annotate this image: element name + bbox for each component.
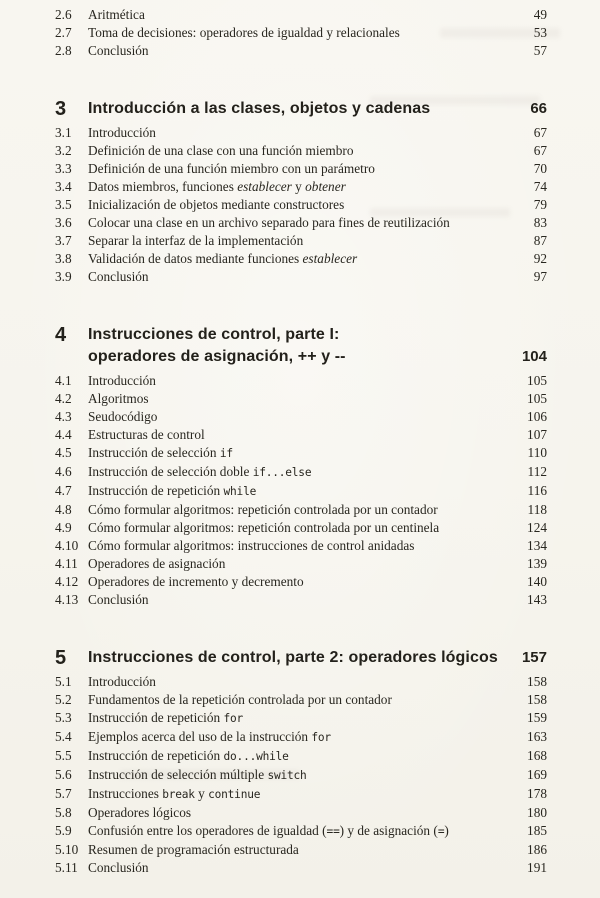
entry-page-number: 70 <box>533 161 547 176</box>
title-text: Definición de una función miembro con un parámetro <box>88 161 375 176</box>
entry-title <box>88 766 517 785</box>
toc-entry-row <box>55 804 547 822</box>
code-term: if...else <box>252 466 312 479</box>
entry-page-number: 112 <box>527 464 547 479</box>
title-text: Resumen de programación estructurada <box>88 842 299 857</box>
title-text: Seudocódigo <box>88 409 158 424</box>
title-text: Fundamentos de la repetición controlada por un contador <box>88 692 392 707</box>
title-text: Instrucciones <box>88 786 163 801</box>
entry-number: 4.8 <box>55 502 72 517</box>
toc-entry-row <box>55 859 547 877</box>
entry-page-number: 158 <box>527 674 547 689</box>
entry-page-number: 169 <box>527 767 547 782</box>
title-text: Confusión entre los operadores de igualdad ( <box>88 823 327 838</box>
toc-entry-row <box>55 142 547 160</box>
toc-entry-row <box>55 691 547 709</box>
entry-title <box>88 250 517 268</box>
title-text: y <box>194 786 209 801</box>
entry-number: 3.4 <box>55 179 72 194</box>
code-term: if <box>219 447 233 460</box>
toc-entry-row <box>55 6 547 24</box>
entry-page-number: 74 <box>533 179 547 194</box>
toc-entry-row <box>55 160 547 178</box>
toc-entry-row <box>55 501 547 519</box>
entry-title <box>88 841 517 859</box>
entry-page-number: 163 <box>527 729 547 744</box>
toc-entry-row <box>55 482 547 501</box>
title-text: Introducción a las clases, objetos y cadenas <box>88 100 431 117</box>
title-text: Conclusión <box>88 269 149 284</box>
chapter-heading <box>55 324 547 368</box>
code-term: = <box>437 825 445 838</box>
entry-number: 2.6 <box>55 7 72 22</box>
entry-number: 3.3 <box>55 161 72 176</box>
title-text: Instrucción de selección <box>88 445 220 460</box>
title-text: operadores de asignación, ++ y -- <box>88 348 346 365</box>
entry-number: 5.1 <box>55 674 72 689</box>
toc-entry-row <box>55 268 547 286</box>
entry-page-number: 140 <box>527 574 547 589</box>
toc-entry-row <box>55 591 547 609</box>
title-text: Aritmética <box>88 7 145 22</box>
toc-entry-row <box>55 673 547 691</box>
entry-number: 5.10 <box>55 842 79 857</box>
title-text: y <box>291 179 306 194</box>
code-term: while <box>223 485 257 498</box>
entry-page-number: 79 <box>533 197 547 212</box>
toc-entry-row <box>55 408 547 426</box>
title-text: Separar la interfaz de la implementación <box>88 233 304 248</box>
entry-page-number: 97 <box>533 269 547 284</box>
entry-page-number: 180 <box>527 805 547 820</box>
entry-title <box>88 747 517 766</box>
entry-title <box>88 214 517 232</box>
toc-entry-row <box>55 178 547 196</box>
toc-entry-row <box>55 785 547 804</box>
entry-number: 2.8 <box>55 43 72 58</box>
entry-number: 4.13 <box>55 592 79 607</box>
toc-entry-row <box>55 444 547 463</box>
entry-title <box>88 673 517 691</box>
entry-number: 5.2 <box>55 692 72 707</box>
entry-number: 5.9 <box>55 823 72 838</box>
entry-page-number: 110 <box>527 445 547 460</box>
chapter-title-line <box>88 647 512 669</box>
entry-number: 2.7 <box>55 25 72 40</box>
chapter-page-number: 104 <box>521 348 547 365</box>
entry-number: 3.6 <box>55 215 72 230</box>
chapter-page-number: 66 <box>530 100 547 117</box>
entry-number: 5.3 <box>55 710 72 725</box>
entry-title <box>88 408 517 426</box>
title-text: Instrucción de selección múltiple <box>88 767 268 782</box>
entry-page-number: 105 <box>527 373 547 388</box>
title-text: Instrucciones de control, parte 2: operadores lógicos <box>88 649 498 666</box>
entry-number: 5.5 <box>55 748 72 763</box>
title-text: Instrucción de selección doble <box>88 464 253 479</box>
entry-number: 4.5 <box>55 445 72 460</box>
toc-entry-row <box>55 214 547 232</box>
title-text: Operadores de asignación <box>88 556 226 571</box>
entry-title <box>88 390 517 408</box>
title-text: Cómo formular algoritmos: repetición controlada por un centinela <box>88 520 440 535</box>
entry-title <box>88 124 517 142</box>
entry-page-number: 67 <box>533 143 547 158</box>
entry-title <box>88 426 517 444</box>
chapter-number: 5 <box>55 647 67 669</box>
toc-entry-row <box>55 841 547 859</box>
entry-number: 3.8 <box>55 251 72 266</box>
toc-entry-row <box>55 709 547 728</box>
title-text: Conclusión <box>88 43 149 58</box>
entry-title <box>88 537 517 555</box>
entry-title <box>88 691 517 709</box>
entry-title <box>88 463 517 482</box>
entry-number: 5.8 <box>55 805 72 820</box>
toc-entry-row <box>55 555 547 573</box>
chapter-title-line <box>88 98 520 120</box>
title-text: Ejemplos acerca del uso de la instrucción <box>88 729 312 744</box>
entry-page-number: 143 <box>527 592 547 607</box>
entry-page-number: 124 <box>527 520 547 535</box>
entry-title <box>88 232 517 250</box>
entry-title <box>88 268 517 286</box>
entry-page-number: 53 <box>533 25 547 40</box>
toc-entry-row <box>55 250 547 268</box>
entry-number: 4.11 <box>55 556 78 571</box>
title-text: Instrucción de repetición <box>88 483 224 498</box>
entry-number: 3.1 <box>55 125 72 140</box>
title-text: Colocar una clase en un archivo separado para fines de reutilización <box>88 215 450 230</box>
italic-term: obtener <box>305 179 346 194</box>
entry-page-number: 118 <box>527 502 547 517</box>
entry-page-number: 178 <box>527 786 547 801</box>
entry-number: 3.2 <box>55 143 72 158</box>
toc-entry-row <box>55 24 547 42</box>
toc-entry-row <box>55 426 547 444</box>
entry-title <box>88 728 517 747</box>
entry-number: 4.1 <box>55 373 72 388</box>
entry-page-number: 107 <box>527 427 547 442</box>
title-text: Algoritmos <box>88 391 149 406</box>
chapter-title <box>88 98 530 120</box>
italic-term: establecer <box>302 251 358 266</box>
code-term: continue <box>208 788 261 801</box>
toc-entry-row <box>55 372 547 390</box>
entry-number: 3.9 <box>55 269 72 284</box>
entry-page-number: 134 <box>527 538 547 553</box>
toc-entry-row <box>55 728 547 747</box>
entry-number: 4.7 <box>55 483 72 498</box>
toc-entry-row <box>55 747 547 766</box>
entry-title <box>88 24 517 42</box>
entry-page-number: 92 <box>533 251 547 266</box>
title-text: Validación de datos mediante funciones <box>88 251 303 266</box>
title-text: Estructuras de control <box>88 427 205 442</box>
entry-title <box>88 482 517 501</box>
entry-page-number: 87 <box>533 233 547 248</box>
toc-entry-row <box>55 463 547 482</box>
entry-page-number: 168 <box>527 748 547 763</box>
title-text: Conclusión <box>88 592 149 607</box>
entry-number: 5.4 <box>55 729 72 744</box>
chapter-heading <box>55 98 547 120</box>
title-text: Instrucciones de control, parte I: <box>88 326 340 343</box>
entry-page-number: 116 <box>527 483 547 498</box>
entry-title <box>88 591 517 609</box>
code-term: == <box>326 825 340 838</box>
chapter-title-line <box>88 346 512 368</box>
entry-page-number: 67 <box>533 125 547 140</box>
entry-title <box>88 859 517 877</box>
entry-title <box>88 42 517 60</box>
entry-title <box>88 160 517 178</box>
entry-page-number: 191 <box>527 860 547 875</box>
title-text: Datos miembros, funciones <box>88 179 238 194</box>
toc-entry-row <box>55 232 547 250</box>
entry-page-number: 57 <box>533 43 547 58</box>
entry-number: 4.3 <box>55 409 72 424</box>
entry-title <box>88 555 517 573</box>
entry-title <box>88 501 517 519</box>
toc-entry-row <box>55 766 547 785</box>
entry-number: 5.6 <box>55 767 72 782</box>
code-term: break <box>162 788 195 801</box>
entry-title <box>88 709 517 728</box>
title-text: Instrucción de repetición <box>88 710 224 725</box>
entry-number: 4.12 <box>55 574 79 589</box>
table-of-contents <box>55 6 547 877</box>
entry-page-number: 139 <box>527 556 547 571</box>
entry-number: 4.4 <box>55 427 72 442</box>
entry-number: 3.5 <box>55 197 72 212</box>
entry-title <box>88 6 517 24</box>
chapter-heading <box>55 647 547 669</box>
title-text: Operadores de incremento y decremento <box>88 574 304 589</box>
entry-title <box>88 196 517 214</box>
entry-page-number: 158 <box>527 692 547 707</box>
title-text: Introducción <box>88 674 156 689</box>
toc-entry-row <box>55 537 547 555</box>
chapter-title <box>88 647 522 669</box>
entry-number: 5.7 <box>55 786 72 801</box>
title-text: Instrucción de repetición <box>88 748 224 763</box>
toc-entry-row <box>55 822 547 841</box>
chapter-number: 3 <box>55 98 67 120</box>
entry-number: 4.6 <box>55 464 72 479</box>
entry-number: 5.11 <box>55 860 78 875</box>
toc-entry-row <box>55 390 547 408</box>
entry-title <box>88 444 517 463</box>
entry-number: 4.10 <box>55 538 79 553</box>
entry-title <box>88 804 517 822</box>
chapter-title <box>88 324 522 368</box>
title-text: Toma de decisiones: operadores de igualdad y relacionales <box>88 25 400 40</box>
code-term: for <box>223 712 244 725</box>
toc-entry-row <box>55 519 547 537</box>
italic-term: establecer <box>237 179 292 194</box>
entry-page-number: 105 <box>527 391 547 406</box>
entry-page-number: 159 <box>527 710 547 725</box>
entry-number: 3.7 <box>55 233 72 248</box>
title-text: Introducción <box>88 373 156 388</box>
chapter-title-line <box>88 324 512 346</box>
title-text: ) <box>444 823 449 838</box>
entry-title <box>88 785 517 804</box>
entry-page-number: 106 <box>527 409 547 424</box>
entry-page-number: 49 <box>533 7 547 22</box>
code-term: switch <box>267 769 307 782</box>
title-text: ) y de asignación ( <box>339 823 438 838</box>
entry-number: 4.9 <box>55 520 72 535</box>
toc-entry-row <box>55 42 547 60</box>
title-text: Definición de una clase con una función miembro <box>88 143 354 158</box>
code-term: for <box>311 731 331 744</box>
title-text: Introducción <box>88 125 156 140</box>
chapter-page-number: 157 <box>521 649 547 666</box>
entry-page-number: 185 <box>527 823 547 838</box>
entry-title <box>88 178 517 196</box>
title-text: Conclusión <box>88 860 149 875</box>
toc-entry-row <box>55 196 547 214</box>
code-term: do...while <box>223 750 289 763</box>
title-text: Operadores lógicos <box>88 805 192 820</box>
entry-page-number: 186 <box>527 842 547 857</box>
entry-title <box>88 142 517 160</box>
entry-number: 4.2 <box>55 391 72 406</box>
title-text: Cómo formular algoritmos: instrucciones de control anidadas <box>88 538 415 553</box>
title-text: Inicialización de objetos mediante constructores <box>88 197 345 212</box>
entry-title <box>88 372 517 390</box>
entry-title <box>88 822 517 841</box>
entry-title <box>88 519 517 537</box>
entry-title <box>88 573 517 591</box>
toc-entry-row <box>55 573 547 591</box>
title-text: Cómo formular algoritmos: repetición controlada por un contador <box>88 502 438 517</box>
entry-page-number: 83 <box>533 215 547 230</box>
toc-entry-row <box>55 124 547 142</box>
chapter-number: 4 <box>55 324 67 346</box>
